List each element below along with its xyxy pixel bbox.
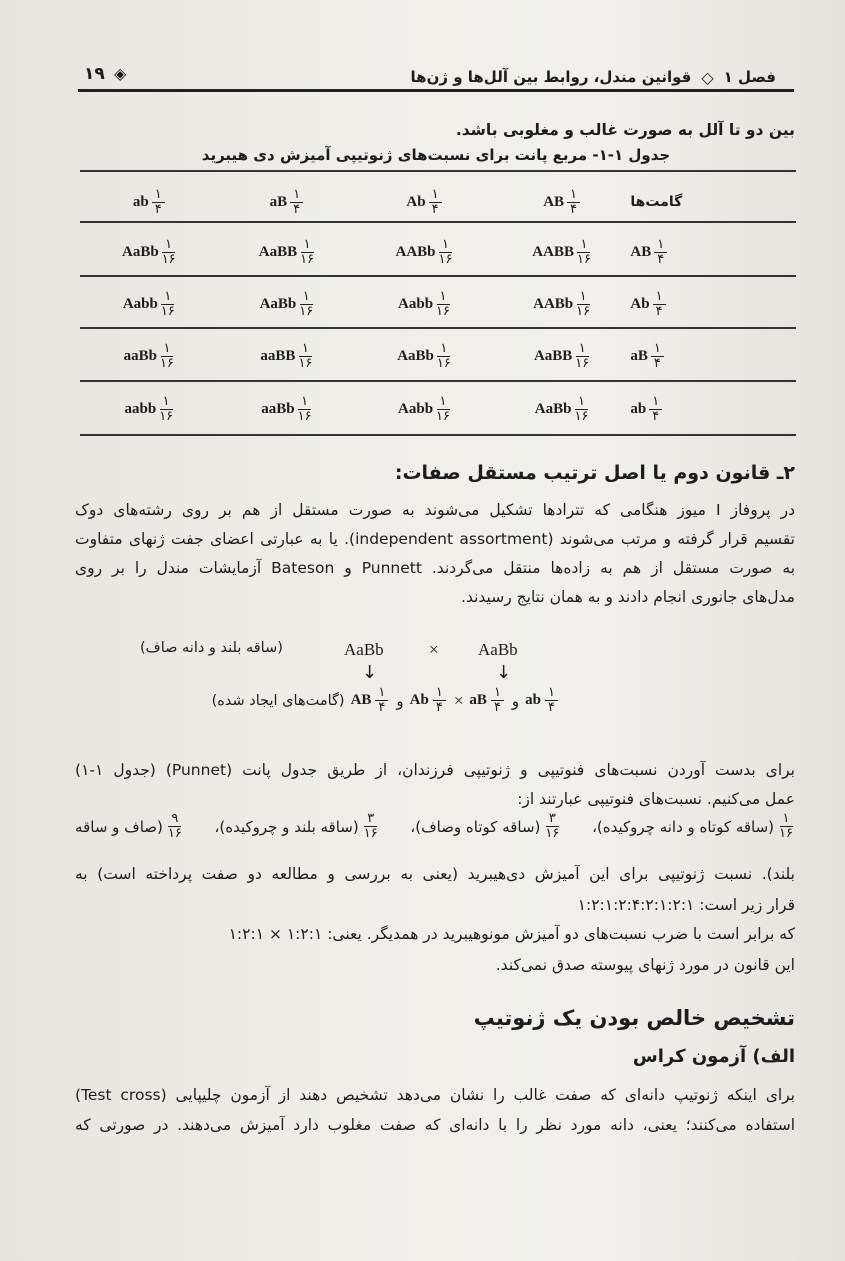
row-rule — [80, 327, 796, 329]
genotype-cell: AaBb $\frac{۱}{۱۶}$ — [534, 393, 589, 424]
gamete-cell: Ab $\frac{۱}{۴}$ — [630, 278, 796, 330]
gametes-line — [140, 686, 560, 715]
chapter-title: قوانین مندل، روابط بین آلل‌ها و ژن‌ها — [410, 68, 692, 86]
and-word: و — [511, 691, 520, 710]
paragraph-line: بلند). نسبت ژنوتیپی برای این آمیزش دی‌هیبرید (یعنی به بررسی و مطالعه دو صفت پرداخته است) به — [75, 865, 795, 883]
paragraph-line: در پروفاز I میوز هنگامی که تترادها تشکیل می‌شوند به صورت مستقل از هم بر روی رشته‌های دوک — [75, 501, 796, 519]
sub-heading: الف) آزمون کراس — [632, 1046, 795, 1067]
paragraph-line: برای اینکه ژنوتیپ دانه‌ای که صفت غالب را نشان می‌دهد تشخیص دهند از آزمون چلیپایی (Test cross) — [75, 1086, 795, 1104]
diamond-icon: ◇ — [701, 67, 714, 87]
row-rule — [80, 380, 796, 382]
genotype-cell: AABB $\frac{۱}{۱۶}$ — [532, 236, 591, 267]
row-rule — [80, 275, 796, 277]
header-cell: aB $\frac{۱}{۴}$ — [218, 176, 356, 228]
ratio-item: $\frac{۳}{۱۶}$ (ساقه کوتاه وصاف)، — [410, 811, 560, 841]
genotype-cell: AABb $\frac{۱}{۱۶}$ — [395, 236, 453, 267]
genotype-cell: AaBb $\frac{۱}{۱۶}$ — [259, 288, 314, 319]
paragraph-line: که برابر است با ضرب نسبت‌های دو آمیزش مونوهیبرید در همدیگر. یعنی: ۱:۲:۱ × ۱:۲:۱ — [228, 925, 795, 943]
table-row — [80, 330, 796, 382]
ratio-item: $\frac{۳}{۱۶}$ (ساقه بلند و چروکیده)، — [214, 811, 378, 841]
paragraph-line: استفاده می‌کنند؛ یعنی، دانه مورد نظر را با دانه‌ای که صفت مغلوب دارد آمیزش می‌دهند. در صورتی که — [75, 1116, 795, 1134]
cross-sign: × — [429, 640, 439, 659]
genotype-cell: Aabb $\frac{۱}{۱۶}$ — [398, 288, 451, 319]
filled-diamond-icon: ◈ — [114, 64, 127, 83]
gamete-fraction: ab $\frac{۱}{۴}$ — [525, 686, 560, 715]
gamete-fraction: AB $\frac{۱}{۴}$ — [351, 686, 391, 715]
table-header-rule — [80, 221, 796, 223]
header-cell: ab $\frac{۱}{۴}$ — [80, 176, 218, 228]
genotype-cell: aaBb $\frac{۱}{۱۶}$ — [123, 340, 174, 371]
ratios-line — [75, 812, 795, 841]
paragraph-line: مدل‌های جانوری انجام دادند و به همان نتایج رسیدند. — [461, 588, 795, 606]
paragraph-line: این قانون در مورد ژنهای پیوسته صدق نمی‌کند. — [495, 956, 795, 974]
ratio-item: $\frac{۱}{۱۶}$ (ساقه کوتاه و دانه چروکیده)، — [592, 811, 793, 841]
chapter-label: فصل ۱ — [723, 68, 776, 86]
table-row — [80, 278, 796, 330]
table-top-rule — [80, 170, 796, 172]
table-title: جدول ۱-۱- مربع پانت برای نسبت‌های ژنوتیپی آمیزش دی هیبرید — [201, 146, 671, 164]
running-header — [78, 62, 794, 92]
header-rule — [78, 89, 794, 92]
down-arrow-icon: ↓ — [362, 662, 378, 683]
gametes-note: (گامت‌های ایجاد شده) — [211, 692, 345, 709]
header-cell: AB $\frac{۱}{۴}$ — [493, 176, 631, 228]
genotype-cell: AaBB $\frac{۱}{۱۶}$ — [258, 236, 315, 267]
section-heading: تشخیص خالص بودن یک ژنوتیپ — [473, 1006, 795, 1030]
parent-genotype: AaBb — [344, 640, 384, 659]
table-row — [80, 383, 796, 435]
gamete-fraction: aB $\frac{۱}{۴}$ — [469, 686, 506, 715]
gamete-cell: AB $\frac{۱}{۴}$ — [630, 226, 796, 278]
paragraph-line: به صورت مستقل از هم به زاده‌ها منتقل می‌گردند. Punnett و Bateson آزمایشات مندل را بر روی — [75, 559, 796, 577]
paragraph-line: قرار زیر است: ۱:۲:۱:۲:۴:۲:۱:۲:۱ — [577, 896, 795, 914]
genotype-cell: Aabb $\frac{۱}{۱۶}$ — [398, 393, 451, 424]
intro-line: بین دو تا آلل به صورت غالب و مغلوبی باشد. — [455, 121, 795, 139]
table-bottom-rule — [80, 434, 796, 436]
parent-genotype: AaBb — [478, 640, 518, 659]
header-cell: Ab $\frac{۱}{۴}$ — [355, 176, 493, 228]
paragraph-line: عمل می‌کنیم. نسبت‌های فنوتیپی عبارتند از: — [517, 790, 795, 808]
genotype-cell: aaBB $\frac{۱}{۱۶}$ — [260, 340, 313, 371]
genotype-cell: Aabb $\frac{۱}{۱۶}$ — [122, 288, 175, 319]
gametes-header: گامت‌ها — [630, 194, 683, 210]
genotype-cell: AaBB $\frac{۱}{۱۶}$ — [533, 340, 590, 371]
section-heading: ۲ـ قانون دوم یا اصل ترتیب مستقل صفات: — [394, 462, 795, 484]
paragraph-line: برای بدست آوردن نسبت‌های فنوتیپی و ژنوتیپی فرزندان، از طریق جدول پانت (Punnet) (جدول ۱-۱) — [75, 761, 795, 779]
genotype-cell: AABb $\frac{۱}{۱۶}$ — [533, 288, 591, 319]
down-arrow-icon: ↓ — [496, 662, 512, 683]
gamete-fraction: Ab $\frac{۱}{۴}$ — [410, 686, 448, 715]
cross-sign: × — [453, 690, 464, 710]
phenotype-note: (ساقه بلند و دانه صاف) — [140, 640, 283, 656]
genotype-cell: AaBb $\frac{۱}{۱۶}$ — [397, 340, 451, 371]
table-row — [80, 226, 796, 278]
genotype-cell: aabb $\frac{۱}{۱۶}$ — [124, 393, 174, 424]
paragraph-line: تقسیم قرار گرفته و مرتب می‌شوند (independent assortment). یا به عبارتی اعضای جفت ژنهای متفاوت — [75, 530, 795, 548]
genotype-cell: aaBb $\frac{۱}{۱۶}$ — [261, 393, 312, 424]
page-number: ۱۹ — [84, 64, 105, 84]
gamete-cell: aB $\frac{۱}{۴}$ — [630, 330, 796, 382]
genotype-cell: AaBb $\frac{۱}{۱۶}$ — [122, 236, 176, 267]
and-word: و — [396, 691, 404, 710]
ratio-item: $\frac{۹}{۱۶}$ (صاف و ساقه — [75, 811, 182, 841]
gamete-cell: ab $\frac{۱}{۴}$ — [630, 383, 796, 435]
